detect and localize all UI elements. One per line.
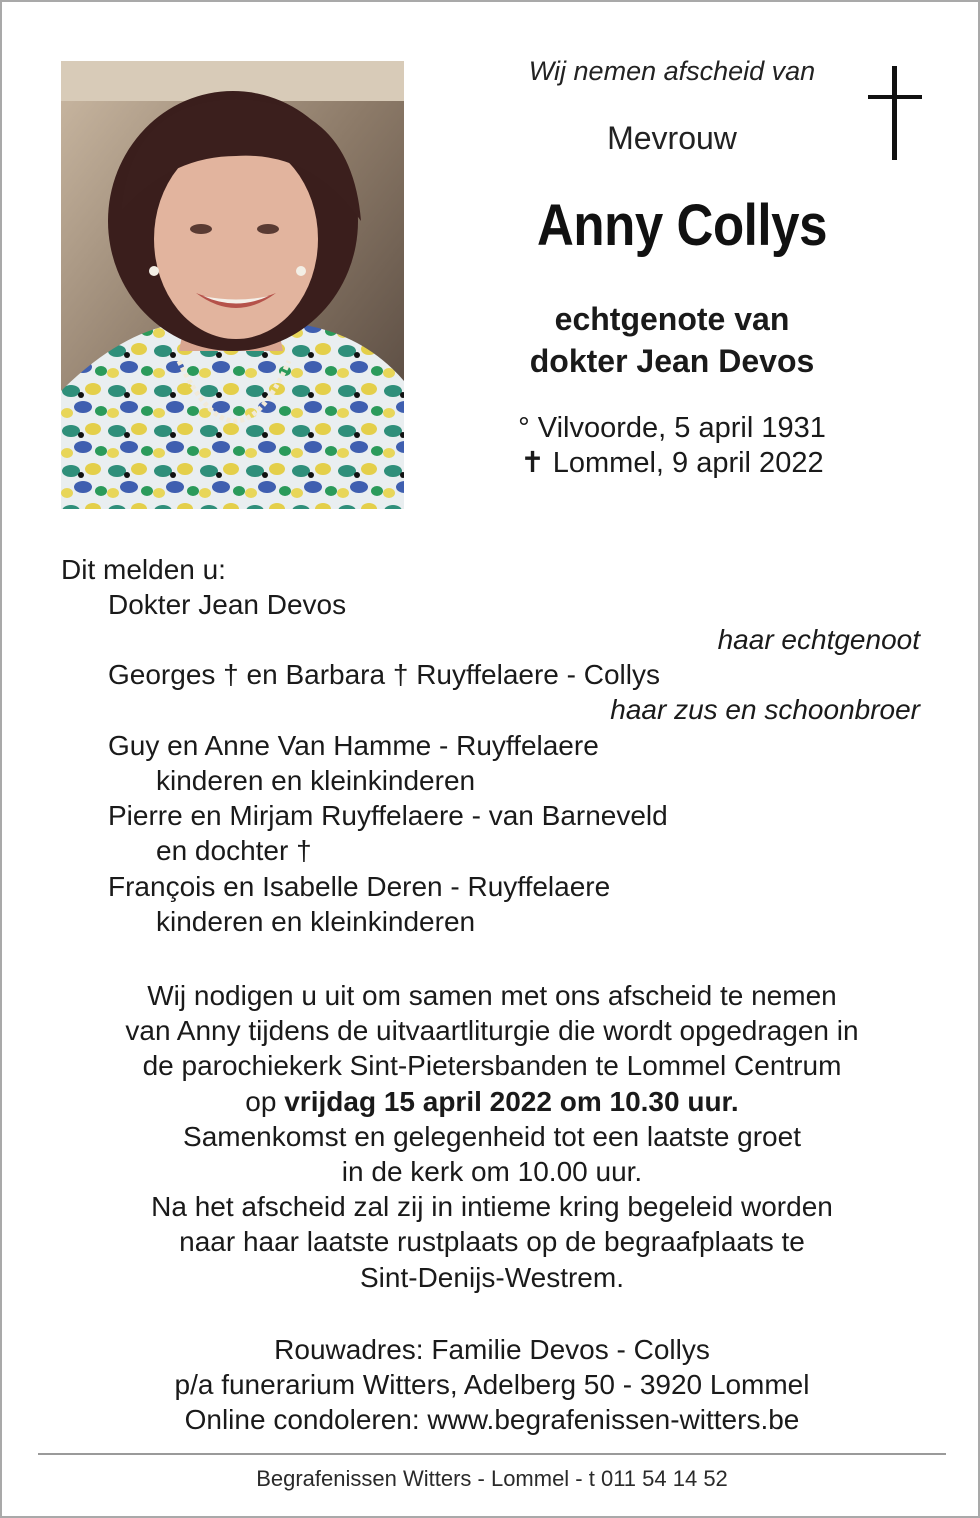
contact-block <box>42 1332 942 1438</box>
invitation-line: in de kerk om 10.00 uur. <box>341 1156 643 1188</box>
announcers-heading: Dit melden u: <box>61 554 226 585</box>
invitation-date: vrijdag 15 april 2022 om 10.30 uur. <box>284 1085 739 1117</box>
cross-icon <box>868 66 922 160</box>
invitation-text <box>42 978 942 1295</box>
announcer-line: François en Isabelle Deren - Ruyffelaere <box>108 871 611 902</box>
footer-text: Begrafenissen Witters - Lommel - t 011 54 14 52 <box>256 1466 728 1491</box>
relation-line-2: dokter Jean Devos <box>529 343 815 379</box>
footer-divider <box>38 1453 946 1455</box>
announcer-role: haar zus en schoonbroer <box>610 694 920 725</box>
announcer-line: Dokter Jean Devos <box>108 589 347 620</box>
announcer-line: Pierre en Mirjam Ruyffelaere - van Barneveld <box>108 800 668 831</box>
invitation-line: Sint-Denijs-Westrem. <box>360 1261 624 1293</box>
invitation-line: Na het afscheid zal zij in intieme kring begeleid worden <box>151 1191 833 1223</box>
portrait-photo <box>61 61 404 509</box>
life-dates <box>472 411 872 481</box>
online-condolence-link[interactable]: Online condoleren: www.begrafenissen-witters.be <box>184 1404 800 1436</box>
honorific: Mevrouw <box>607 120 737 156</box>
relation <box>472 298 872 382</box>
relation-line-1: echtgenote van <box>554 301 790 337</box>
invitation-line: Samenkomst en gelegenheid tot een laatste groet <box>183 1120 801 1152</box>
invitation-line: naar haar laatste rustplaats op de begraafplaats te <box>179 1226 805 1258</box>
announcer-subline: en dochter † <box>156 835 312 866</box>
birth-date: ° Vilvoorde, 5 april 1931 <box>518 412 826 444</box>
funeral-home-address: p/a funerarium Witters, Adelberg 50 - 3920 Lommel <box>174 1369 810 1401</box>
invitation-line: Wij nodigen u uit om samen met ons afscheid te nemen <box>147 980 837 1011</box>
deceased-name: Anny Collys <box>536 193 828 258</box>
invitation-date-prefix: op <box>245 1085 285 1117</box>
announcer-subline: kinderen en kleinkinderen <box>156 765 476 796</box>
mourning-address: Rouwadres: Familie Devos - Collys <box>274 1334 710 1365</box>
death-date: ✝ Lommel, 9 april 2022 <box>520 447 824 479</box>
invitation-line: van Anny tijdens de uitvaartliturgie die wordt opgedragen in <box>125 1015 859 1047</box>
intro-text: Wij nemen afscheid van <box>528 56 816 86</box>
announcer-line: Guy en Anne Van Hamme - Ruyffelaere <box>108 730 599 761</box>
invitation-line: de parochiekerk Sint-Pietersbanden te Lommel Centrum <box>142 1050 842 1082</box>
announcer-subline: kinderen en kleinkinderen <box>156 906 476 937</box>
invitation-date-line <box>42 1084 942 1119</box>
announcer-role: haar echtgenoot <box>717 624 920 655</box>
announcer-line: Georges † en Barbara † Ruyffelaere - Collys <box>108 659 660 690</box>
